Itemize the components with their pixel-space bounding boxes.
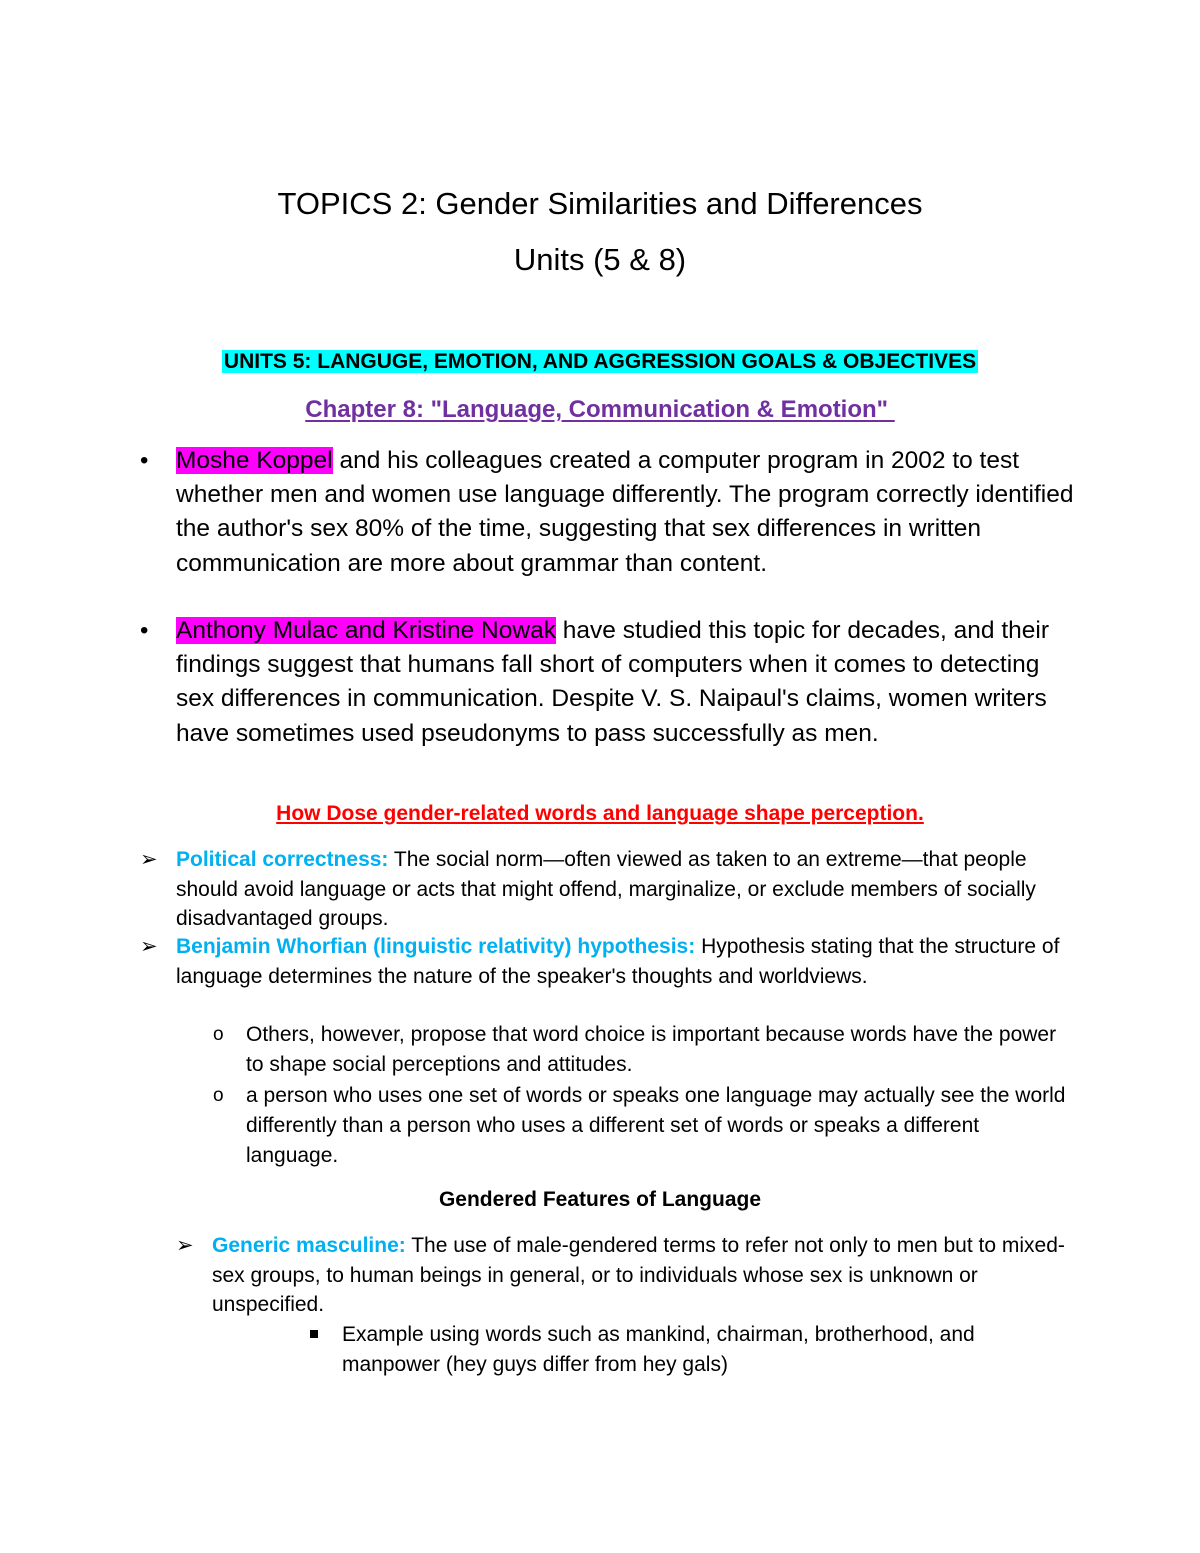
bullet-text: and his colleagues created a computer program in 2002 to test whether men and women use language differently. The program correctly identified the author's sex 80% of the time, suggesting that sex differences in written communication are more about grammar than content. xyxy=(176,447,1074,577)
bullet-list-2 xyxy=(140,614,1076,751)
document-subtitle: Units (5 & 8) xyxy=(513,242,687,277)
example-list xyxy=(342,1320,1072,1380)
bullet-icon: • xyxy=(140,447,149,474)
chapter-heading xyxy=(0,395,1200,425)
term-definition: The social norm—often viewed as taken to an extreme—that people should avoid language or acts that might offend, marginalize, or exclude members of socially disadvantaged groups. xyxy=(176,848,1036,930)
arrow-bullet-icon: ➢ xyxy=(140,935,158,958)
list-item xyxy=(213,1020,1066,1080)
term-list-2 xyxy=(140,932,1066,991)
term-label: Political correctness: xyxy=(176,848,389,871)
list-item xyxy=(140,444,1076,581)
unit-heading xyxy=(0,348,1200,376)
sub-list-1 xyxy=(213,1020,1066,1080)
square-bullet-icon xyxy=(310,1330,318,1338)
term-definition: Hypothesis stating that the structure of language determines the nature of the speaker's thoughts and worldviews. xyxy=(176,935,1060,988)
term-list-1 xyxy=(140,845,1066,934)
bullet-icon: • xyxy=(140,617,149,644)
term-label: Benjamin Whorfian (linguistic relativity) hypothesis: xyxy=(176,935,696,958)
highlighted-name: Moshe Koppel xyxy=(176,447,333,474)
list-item xyxy=(140,932,1066,991)
perception-heading xyxy=(0,800,1200,828)
unit-heading-text: UNITS 5: LANGUGE, EMOTION, AND AGGRESSION GOALS & OBJECTIVES xyxy=(223,350,977,373)
circle-bullet-icon: o xyxy=(213,1085,224,1106)
term-list-3 xyxy=(176,1231,1072,1320)
term-definition: The use of male-gendered terms to refer not only to men but to mixed-sex groups, to human beings in general, or to individuals whose sex is unknown or unspecified. xyxy=(212,1234,1065,1316)
arrow-bullet-icon: ➢ xyxy=(140,848,158,871)
term-label: Generic masculine: xyxy=(212,1234,406,1257)
list-item xyxy=(342,1320,1072,1380)
bullet-list-1 xyxy=(140,444,1076,581)
bullet-text: have studied this topic for decades, and their findings suggest that humans fall short of computers when it comes to detecting sex differences in communication. Despite V. S. Naipaul's claims, women writers have sometimes used pseudonyms to pass successfully as men. xyxy=(176,617,1049,747)
circle-bullet-icon: o xyxy=(213,1024,224,1045)
sub-list-2 xyxy=(213,1081,1066,1171)
document-title: TOPICS 2: Gender Similarities and Differences xyxy=(277,186,923,221)
gendered-features-heading: Gendered Features of Language xyxy=(438,1188,762,1211)
list-item xyxy=(140,845,1066,934)
list-item xyxy=(176,1231,1072,1320)
sub-item-text: Others, however, propose that word choice is important because words have the power to shape social perceptions and attitudes. xyxy=(246,1023,1057,1076)
example-text: Example using words such as mankind, chairman, brotherhood, and manpower (hey guys differ from hey gals) xyxy=(342,1323,975,1376)
arrow-bullet-icon: ➢ xyxy=(176,1234,194,1257)
list-item xyxy=(213,1081,1066,1171)
chapter-heading-text: Chapter 8: "Language, Communication & Emotion" xyxy=(305,396,895,423)
highlighted-name: Anthony Mulac and Kristine Nowak xyxy=(176,617,556,644)
perception-heading-text: How Dose gender-related words and language shape perception. xyxy=(276,802,924,825)
list-item xyxy=(140,614,1076,751)
sub-item-text: a person who uses one set of words or speaks one language may actually see the world differently than a person who uses a different set of words or speaks a different language. xyxy=(246,1084,1066,1167)
